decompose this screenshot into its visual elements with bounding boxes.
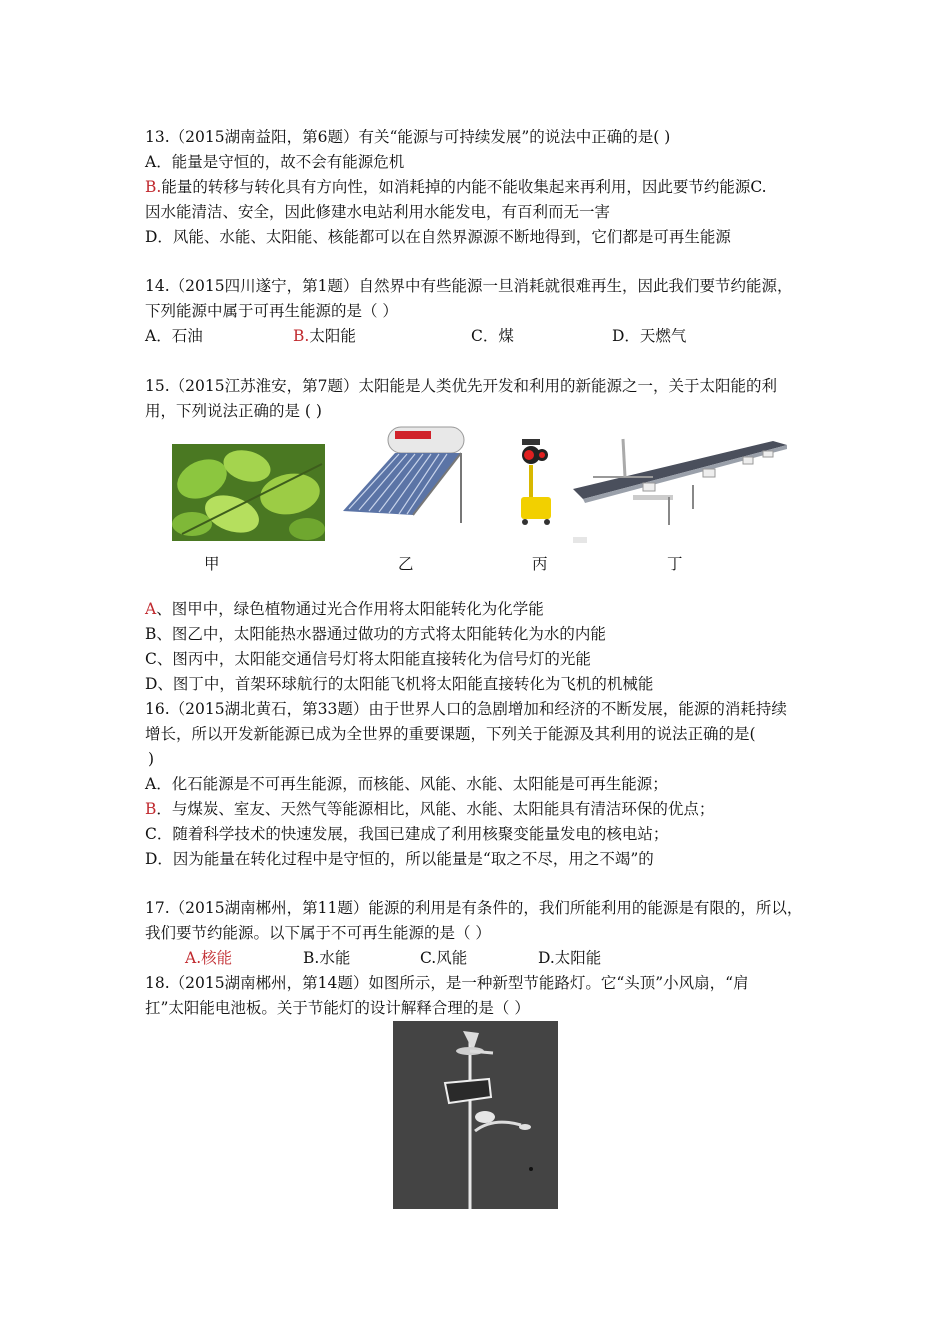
q17-stem-2: 我们要节约能源。以下属于不可再生能源的是（ ） — [145, 924, 491, 942]
q16-stem-1: 16.（2015湖北黄石，第33题）由于世界人口的急剧增加和经济的不断发展，能源的消耗持续 — [145, 700, 787, 718]
q18-stem-1: 18.（2015湖南郴州，第14题）如图所示，是一种新型节能路灯。它“头顶”小风扇，“肩 — [145, 974, 749, 992]
q16-stem-2: 增长，所以开发新能源已成为全世界的重要课题，下列关于能源及其利用的说法正确的是( — [145, 725, 756, 743]
q14-option-d: D．天燃气 — [612, 327, 687, 345]
q14-stem-2: 下列能源中属于可再生能源的是（ ） — [145, 302, 398, 320]
solar-water-heater-photo — [343, 423, 466, 526]
q16-option-d: D．因为能量在转化过程中是守恒的，所以能量是“取之不尽，用之不竭”的 — [145, 850, 654, 868]
q15-stem-1: 15.（2015江苏淮安，第7题）太阳能是人类优先开发和利用的新能源之一，关于太阳能的利 — [145, 377, 777, 395]
q15-option-d: D、图丁中，首架环球航行的太阳能飞机将太阳能直接转化为飞机的机械能 — [145, 675, 654, 693]
q13-option-b-letter: B. — [145, 178, 162, 196]
fig-caption-jia: 甲 — [204, 555, 220, 573]
fig-caption-bing: 丙 — [532, 555, 548, 573]
q17-option-d: D.太阳能 — [538, 949, 602, 967]
solar-plane-photo — [573, 437, 791, 545]
q16-option-c: C．随着科学技术的快速发展，我国已建成了利用核聚变能量发电的核电站； — [145, 825, 669, 843]
q15-option-a-text: 、图甲中，绿色植物通过光合作用将太阳能转化为化学能 — [156, 600, 544, 618]
q15-option-a — [145, 599, 544, 619]
q14-option-c: C．煤 — [471, 327, 514, 345]
q17-option-c: C.风能 — [420, 949, 468, 967]
q13-option-c: 因水能清洁、安全，因此修建水电站利用水能发电，有百利而无一害 — [145, 203, 611, 221]
q15-option-c: C、图丙中，太阳能交通信号灯将太阳能直接转化为信号灯的光能 — [145, 650, 591, 668]
q13-option-d: D．风能、水能、太阳能、核能都可以在自然界源源不断地得到，它们都是可再生能源 — [145, 228, 731, 246]
q16-option-a: A．化石能源是不可再生能源，而核能、风能、水能、太阳能是可再生能源； — [145, 775, 668, 793]
q16-option-b-letter: B — [145, 800, 157, 818]
fig-caption-ding: 丁 — [667, 555, 683, 573]
q17-option-b: B.水能 — [303, 949, 351, 967]
q13-option-b — [145, 177, 767, 197]
q14-option-a: A．石油 — [145, 327, 203, 345]
q15-option-a-letter: A — [145, 600, 157, 618]
q14-option-b — [293, 326, 356, 346]
q15-stem-2: 用，下列说法正确的是 ( ) — [145, 402, 322, 420]
q16-option-b — [145, 799, 714, 819]
q15-option-b: B、图乙中，太阳能热水器通过做功的方式将太阳能转化为水的内能 — [145, 625, 606, 643]
q16-option-b-text: ．与煤炭、室友、天然气等能源相比，风能、水能、太阳能具有清洁环保的优点； — [156, 800, 715, 818]
q14-stem-1: 14.（2015四川遂宁，第1题）自然界中有些能源一旦消耗就很难再生，因此我们要节约能源， — [145, 277, 793, 295]
street-lamp-photo — [393, 1021, 558, 1209]
q17-stem-1: 17.（2015湖南郴州，第11题）能源的利用是有条件的，我们所能利用的能源是有限的，所以， — [145, 899, 803, 917]
q14-option-b-letter: B. — [293, 327, 310, 345]
q13-option-b-text: 能量的转移与转化具有方向性，如消耗掉的内能不能收集起来再利用，因此要节约能源C. — [161, 178, 767, 196]
q18-stem-2: 扛”太阳能电池板。关于节能灯的设计解释合理的是（ ） — [145, 999, 530, 1017]
q13-stem: 13.（2015湖南益阳，第6题）有关“能源与可持续发展”的说法中正确的是( ) — [145, 128, 671, 146]
q16-stem-3: ) — [148, 750, 155, 768]
leaves-photo — [172, 444, 325, 541]
solar-traffic-light-photo — [512, 437, 560, 525]
fig-caption-yi: 乙 — [398, 555, 414, 573]
q17-option-a: A.核能 — [185, 949, 233, 967]
q14-option-b-text: 太阳能 — [309, 327, 356, 345]
q13-option-a: A．能量是守恒的，故不会有能源危机 — [145, 153, 405, 171]
